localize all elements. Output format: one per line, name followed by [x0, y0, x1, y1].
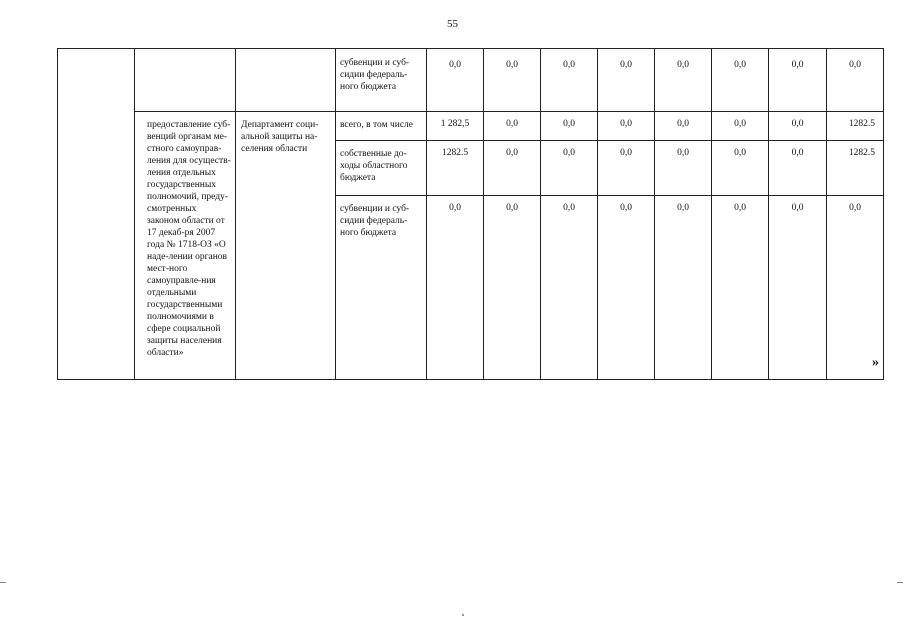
- scan-dot-mark: [462, 614, 464, 616]
- scan-edge-mark-left: [0, 582, 6, 583]
- value-cell: 0,0: [427, 196, 484, 380]
- value-cell: 0,0: [712, 49, 769, 112]
- value-cell: 0,0: [655, 49, 712, 112]
- department-cell: [236, 49, 336, 112]
- value-cell: 0,0: [655, 196, 712, 380]
- funding-source-cell: субвенции и суб-сидии федераль-ного бюджета: [336, 49, 427, 112]
- value-cell: 0,0: [769, 112, 827, 141]
- budget-table-container: [57, 48, 883, 380]
- value-cell: 0,0: [598, 141, 655, 196]
- description-cell: [135, 49, 236, 112]
- value-cell: 0,0: [541, 112, 598, 141]
- value-cell: 0,0: [484, 141, 541, 196]
- funding-source-cell: собственные до-ходы областного бюджета: [336, 141, 427, 196]
- value-cell: 0,0: [598, 112, 655, 141]
- value-cell: 0,0: [712, 112, 769, 141]
- scan-edge-mark-right: [897, 582, 903, 583]
- value-cell: 0,0: [712, 141, 769, 196]
- value-cell: 0,0: [484, 112, 541, 141]
- value-cell: 0,0: [598, 196, 655, 380]
- budget-table: [57, 48, 884, 380]
- value-cell: 0,0: [484, 196, 541, 380]
- page-number: 55: [447, 18, 458, 30]
- value-cell: 0,0: [541, 141, 598, 196]
- value-cell: 1 282,5: [427, 112, 484, 141]
- department-cell: Департамент соци-альной защиты на-селения области: [236, 112, 336, 380]
- blank-first-column-cell: [58, 49, 135, 380]
- value-cell: 0,0: [769, 141, 827, 196]
- value-cell: 0,0: [655, 112, 712, 141]
- value-cell: 0,0: [427, 49, 484, 112]
- value-cell: 0,0: [712, 196, 769, 380]
- value-cell: 0,0: [827, 49, 884, 112]
- value-cell: 0,0: [655, 141, 712, 196]
- value-cell: 0,0: [541, 196, 598, 380]
- value-cell: 1282.5: [827, 141, 884, 196]
- value-cell: 0,0: [484, 49, 541, 112]
- value-cell: 0,0: [541, 49, 598, 112]
- value-cell: 0,0: [598, 49, 655, 112]
- value-cell: 0,0: [827, 196, 884, 380]
- table-row: [58, 49, 884, 112]
- value-cell: 0,0: [769, 49, 827, 112]
- value-cell: 0,0: [769, 196, 827, 380]
- closing-quote: »: [872, 355, 879, 370]
- value-cell: 1282.5: [427, 141, 484, 196]
- description-cell: предоставление суб-венций органам ме-стного самоуправ-ления для осуществ-ления отдельных государственных полномочий, преду-смотренных законом области от 17 декаб-ря 2007 года № 1718-ОЗ «О наде-лении органов мест-ного самоуправле-ния отдельными государственными полномочиями в сфере социальной защиты населения области»: [135, 112, 236, 380]
- funding-source-cell: субвенции и суб-сидии федераль-ного бюджета: [336, 196, 427, 380]
- value-cell: 1282.5: [827, 112, 884, 141]
- funding-source-cell: всего, в том числе: [336, 112, 427, 141]
- table-row: [58, 112, 884, 141]
